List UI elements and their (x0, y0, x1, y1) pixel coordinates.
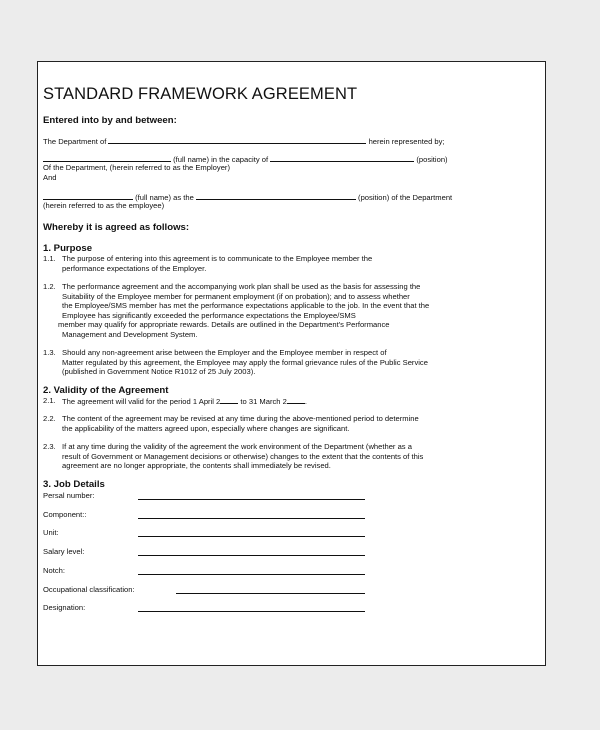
validity-text-a: The agreement will valid for the period 1 April 2 (62, 397, 221, 406)
of-department-text: Of the Department, (herein referred to as the Employer) (43, 163, 230, 172)
validity-period-line (62, 396, 307, 407)
clause-line: agreement are no longer appropriate, the contents shall immediately be revised. (62, 461, 331, 470)
represented-label: herein represented by; (368, 137, 445, 146)
clause-line: The content of the agreement may be revised at any time during the above-mentioned period to determine (62, 414, 419, 423)
clause-line: the applicability of the matters agreed upon, especially where changes are significant. (62, 423, 350, 433)
position-label: (position) (416, 155, 448, 164)
validity-text-b: to 31 March 2 (240, 397, 287, 406)
occupational-classification-field[interactable] (176, 593, 365, 594)
clause-line: result of Government or Management decisions or otherwise) changes to the extent that the contents of this (62, 451, 424, 461)
persal-number-label: Persal number: (43, 491, 95, 500)
unit-label: Unit: (43, 528, 59, 537)
entered-heading: Entered into by and between: (43, 115, 177, 126)
validity-text-c: . (304, 397, 307, 406)
start-year-field (220, 396, 238, 404)
clause-line: performance expectations of the Employer. (62, 264, 207, 273)
clause-line: The purpose of entering into this agreement is to communicate to the Employee member the (62, 254, 373, 263)
component-label: Component:: (43, 510, 87, 519)
fullname-as-label: (full name) as the (135, 193, 194, 202)
notch-label: Notch: (43, 566, 65, 575)
clause-line: member may qualify for appropriate rewards. Details are outlined in the Department's Performance (58, 320, 390, 329)
clause-line: (published in Government Notice R1012 of 25 July 2003). (62, 367, 256, 376)
designation-field[interactable] (138, 611, 365, 612)
clause-line: Should any non-agreement arise between the Employer and the Employee member in respect of (62, 348, 387, 357)
agreement-page (37, 61, 546, 666)
department-label: The Department of (43, 137, 107, 146)
clause-number: 1.1. (43, 254, 56, 263)
validity-heading: 2. Validity of the Agreement (43, 385, 169, 396)
position-department-label: (position) of the Department (358, 193, 453, 202)
clause-line: the Employee/SMS member has met the performance expectations applicable to the job. In the event that the (62, 301, 430, 310)
job-details-heading: 3. Job Details (43, 479, 105, 490)
persal-number-field[interactable] (138, 499, 365, 500)
clause-number: 1.2. (43, 282, 56, 291)
clause-number: 1.3. (43, 348, 56, 357)
clause-line: Suitability of the Employee member for permanent employment (if on probation); and to assess whether (62, 291, 410, 301)
component-field[interactable] (138, 518, 365, 519)
designation-label: Designation: (43, 603, 86, 612)
unit-field[interactable] (138, 536, 365, 537)
and-text: And (43, 173, 57, 182)
whereby-heading: Whereby it is agreed as follows: (43, 222, 190, 233)
occupational-classification-label: Occupational classification: (43, 585, 135, 594)
employee-position-field (196, 192, 356, 200)
clause-line: Employee has significantly exceeded the performance expectations the Employee/SMS (62, 310, 356, 320)
salary-level-field[interactable] (138, 555, 365, 556)
employer-name-field (43, 154, 171, 162)
clause-line: Matter regulated by this agreement, the Employee may apply the formal grievance rules of the Public Service (62, 357, 428, 367)
employer-position-field (270, 154, 414, 162)
employee-name-field (43, 192, 133, 200)
clause-line: If at any time during the validity of the agreement the work environment of the Department (whether as a (62, 442, 412, 451)
clause-number: 2.2. (43, 414, 56, 423)
department-line (43, 136, 445, 147)
document-title: STANDARD FRAMEWORK AGREEMENT (43, 85, 358, 103)
notch-field[interactable] (138, 574, 365, 575)
clause-number: 2.3. (43, 442, 56, 451)
salary-level-label: Salary level: (43, 547, 85, 556)
fullname-capacity-label: (full name) in the capacity of (173, 155, 269, 164)
clause-line: Management and Development System. (62, 329, 198, 339)
department-name-field (108, 136, 366, 144)
end-year-field (287, 396, 305, 404)
purpose-heading: 1. Purpose (43, 243, 93, 254)
clause-number: 2.1. (43, 396, 56, 405)
clause-line: The performance agreement and the accompanying work plan shall be used as the basis for assessing the (62, 282, 421, 291)
employee-reference-text: (herein referred to as the employee) (43, 201, 165, 210)
